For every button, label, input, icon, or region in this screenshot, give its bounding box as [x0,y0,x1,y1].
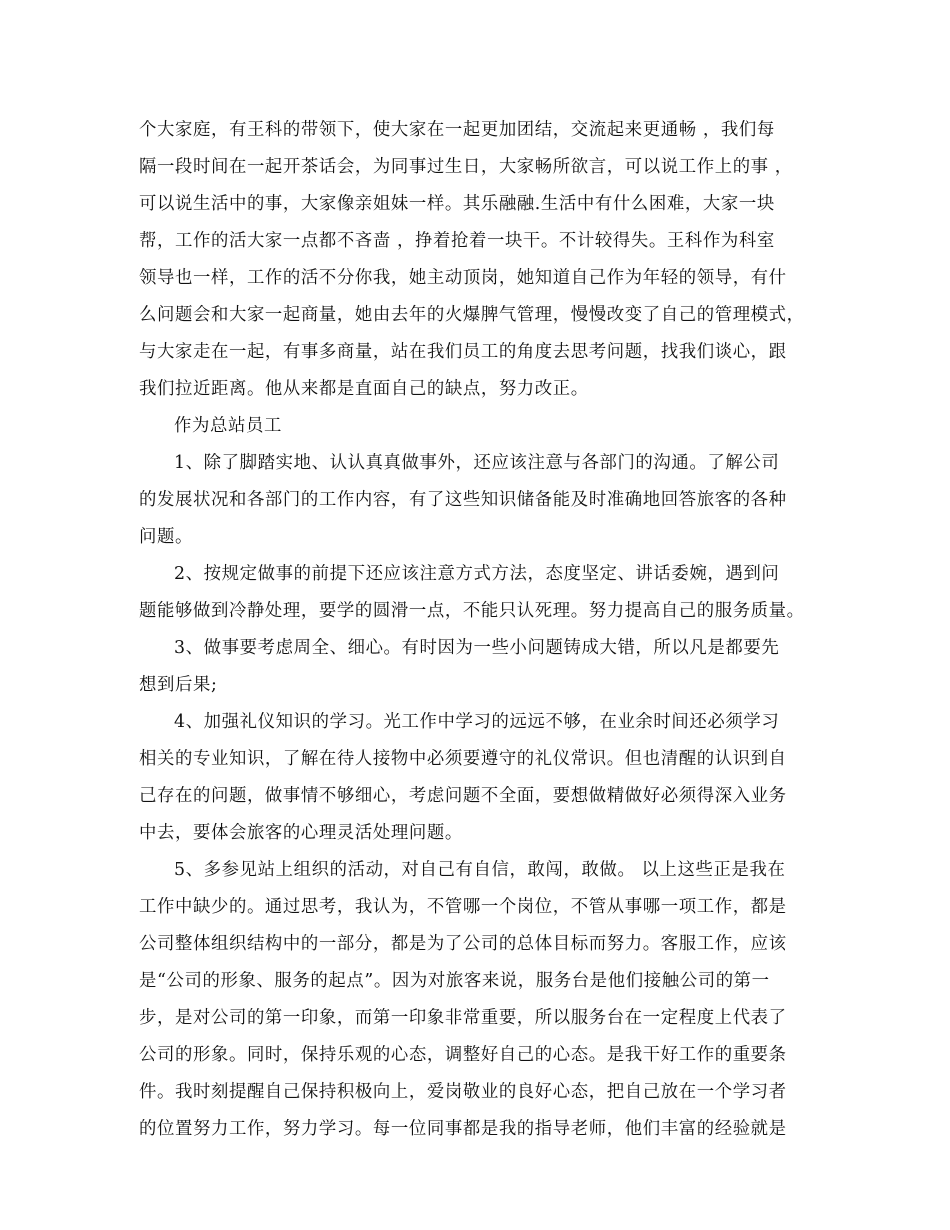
section-heading: 作为总站员工 [174,416,282,436]
text-line: 问题。 [139,527,193,547]
text-line: 己存在的问题，做事情不够细心，考虑问题不全面，要想做精做好必须得深入业务 [139,786,787,806]
text-line: 想到后果; [139,675,218,695]
text-line: 与大家走在一起，有事多商量，站在我们员工的角度去思考问题，找我们谈心，跟 [139,342,787,362]
text-line: 相关的专业知识，了解在待人接物中必须要遵守的礼仪常识。但也清醒的认识到自 [139,749,787,769]
text-line: 公司的形象。同时，保持乐观的心态，调整好自己的心态。是我干好工作的重要条 [139,1045,787,1065]
text-line: 4、加强礼仪知识的学习。光工作中学习的远远不够，在业余时间还必须学习 [174,712,780,732]
text-line: 1、除了脚踏实地、认认真真做事外，还应该注意与各部门的沟通。了解公司 [174,453,780,473]
text-line: 5、多参见站上组织的活动，对自己有自信，敢闯，敢做。 以上这些正是我在 [174,860,786,880]
text-line: 可以说生活中的事，大家像亲姐妹一样。其乐融融.生活中有什么困难，大家一块 [139,194,775,214]
text-line: 帮，工作的活大家一点都不吝啬 ，挣着抢着一块干。不计较得失。王科作为科室 [139,231,775,251]
text-line: 工作中缺少的。通过思考，我认为，不管哪一个岗位，不管从事哪一项工作，都是 [139,897,787,917]
text-line: 的发展状况和各部门的工作内容，有了这些知识储备能及时准确地回答旅客的各种 [139,490,787,510]
text-line: 中去，要体会旅客的心理灵活处理问题。 [139,823,463,843]
text-line: 是“公司的形象、服务的起点”。因为对旅客来说，服务台是他们接触公司的第一 [139,971,770,991]
text-line: 的位置努力工作，努力学习。每一位同事都是我的指导老师，他们丰富的经验就是 [139,1119,787,1139]
text-line: 个大家庭，有王科的带领下，使大家在一起更加团结，交流起来更通畅 ，我们每 [139,120,775,140]
text-line: 我们拉近距离。他从来都是直面自己的缺点，努力改正。 [139,379,589,399]
text-line: 3、做事要考虑周全、细心。有时因为一些小问题铸成大错，所以凡是都要先 [174,638,780,658]
text-line: 隔一段时间在一起开茶话会，为同事过生日，大家畅所欲言，可以说工作上的事 ， [139,157,793,177]
text-line: 2、按规定做事的前提下还应该注意方式方法，态度坚定、讲话委婉，遇到问 [174,564,780,584]
text-line: 步，是对公司的第一印象，而第一印象非常重要，所以服务台在一定程度上代表了 [139,1008,787,1028]
text-line: 领导也一样，工作的活不分你我，她主动顶岗，她知道自己作为年轻的领导，有什 [139,268,787,288]
text-line: 公司整体组织结构中的一部分，都是为了公司的总体目标而努力。客服工作，应该 [139,934,787,954]
text-line: 件。我时刻提醒自己保持积极向上，爱岗敬业的良好心态，把自己放在一个学习者 [139,1082,787,1102]
text-line: 么问题会和大家一起商量，她由去年的火爆脾气管理，慢慢改变了自己的管理模式， [139,305,805,325]
text-line: 题能够做到冷静处理，要学的圆滑一点，不能只认死理。努力提高自己的服务质量。 [139,601,805,621]
